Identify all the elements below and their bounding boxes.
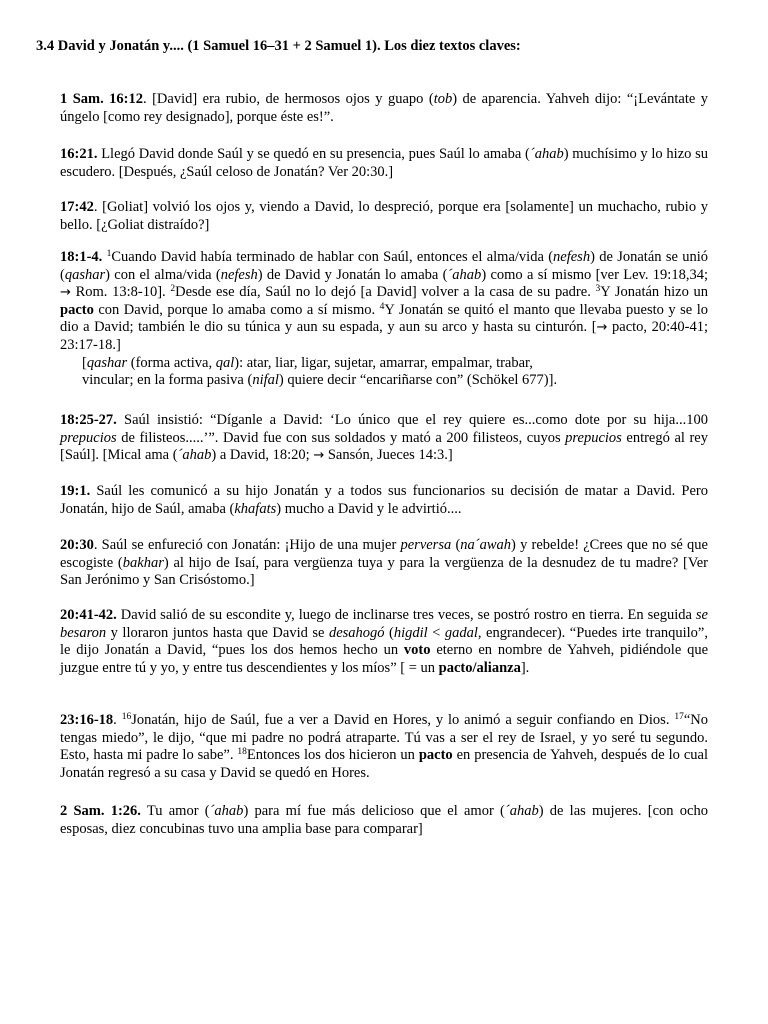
- hebrew-term: nifal: [252, 372, 279, 389]
- arrow-icon: →: [313, 448, 325, 464]
- passage-reference: 18:25-27.: [60, 412, 117, 428]
- passage-text: Saúl insistió: “Díganle a David: ‘Lo único que el rey quiere es...como dote por su hija...100: [116, 412, 708, 428]
- hebrew-term: tob: [433, 91, 453, 107]
- verse-number: 2: [170, 284, 176, 295]
- passage-text: “No tengas miedo”, le dijo, “que mi padre no podrá atraparte. Tú vas a ser el rey de Israel, y yo seré tu segundo. Esto, hasta mi padre lo sabe”.: [60, 712, 709, 764]
- arrow-icon: →: [596, 320, 608, 336]
- passage-text: . [Goliat] volvió los ojos y, viendo a David, lo despreció, porque era [solamente] un muchacho, rubio y bello. [¿Goliat distraído?]: [60, 199, 708, 233]
- passage-text: Desde ese día, Saúl no lo dejó [a David] volver a la casa de su padre.: [175, 284, 596, 301]
- passage-reference: 19:1.: [60, 483, 91, 499]
- passage-text: ) como a sí mismo [ver Lev. 19:18,34;: [481, 266, 708, 283]
- verse-number: 4: [379, 301, 385, 312]
- passage-text: ) de David y Jonatán lo amaba (: [257, 266, 448, 283]
- passage-text: . [David] era rubio, de hermosos ojos y guapo (: [143, 91, 434, 107]
- section-heading: 3.4 David y Jonatán y.... (1 Samuel 16–31 + 2 Samuel 1). Los diez textos claves:: [36, 38, 521, 54]
- passage-text: Sansón, Jueces 14:3.]: [324, 447, 453, 464]
- hebrew-term: prepucios: [60, 429, 117, 446]
- passage-text: Y Jonatán hizo un: [600, 284, 709, 301]
- passage-text: <: [427, 624, 445, 641]
- passage-text: y lloraron juntos hasta que David se: [106, 624, 329, 641]
- passage-text: (: [384, 624, 394, 641]
- passage-text: ) a David, 18:20;: [211, 447, 314, 464]
- verse-number: 16: [121, 712, 132, 722]
- passage-reference: 20:41-42.: [60, 607, 117, 623]
- passage-text: ) al hijo de Isaí, para vergüenza tuya y para la vergüenza de la desnudez de tu madre? [Ver San Jerónimo y San Crisóstomo.]: [60, 554, 708, 589]
- passage-text: ) de aparencia. Yahveh dijo: “¡Levántate y úngelo [como rey designado], porque éste es!”.: [60, 91, 708, 125]
- hebrew-term: qashar: [86, 354, 128, 371]
- passage-text: con David, porque lo amaba como a sí mismo.: [93, 301, 380, 318]
- emphasized-term: pacto: [60, 301, 94, 318]
- note-text: [: [82, 354, 87, 371]
- hebrew-term: bakhar: [122, 554, 164, 571]
- passage-text: Entonces los dos hicieron un: [246, 747, 419, 764]
- hebrew-term: higdil: [393, 624, 428, 641]
- note-text: (forma activa,: [127, 354, 216, 371]
- hebrew-term: perversa: [400, 537, 452, 553]
- passage-18-1-4: [60, 249, 708, 390]
- passage-text: ) y rebelde! ¿Crees que no sé que escogiste (: [60, 537, 708, 571]
- passage-text: ) con el alma/vida (: [105, 266, 221, 283]
- passage-reference: 20:30: [60, 537, 94, 553]
- hebrew-term: ´ahab: [529, 146, 564, 162]
- passage-text: ) muchísimo y lo hizo su escudero. [Después, ¿Saúl celoso de Jonatán? Ver 20:30.]: [60, 146, 708, 180]
- passage-text: Llegó David donde Saúl y se quedó en su presencia, pues Saúl lo amaba (: [97, 146, 530, 162]
- passage-text: ) mucho a David y le advirtió....: [276, 500, 462, 517]
- emphasized-term: pacto: [418, 747, 453, 764]
- hebrew-term: se besaron: [60, 607, 708, 641]
- hebrew-term: ´ahab: [177, 447, 212, 464]
- passage-23-16-18: [60, 712, 708, 782]
- hebrew-term: ´ahab: [504, 803, 539, 819]
- passage-text: Cuando David había terminado de hablar con Saúl, entonces el alma/vida (: [111, 249, 554, 265]
- passage-text: eterno en nombre de Yahveh, pidiéndole que juzgue entre tú y yo, y entre tus descendientes y los míos” [ = un: [60, 642, 709, 676]
- passage-reference: 23:16-18: [60, 712, 114, 728]
- passage-text: .: [113, 712, 122, 728]
- passage-19-1: [60, 483, 708, 518]
- passage-reference: 2 Sam. 1:26.: [60, 803, 141, 819]
- hebrew-term: prepucios: [565, 429, 622, 446]
- passage-18-25-27: [60, 412, 708, 465]
- passage-text: ) de Jonatán se unió (: [60, 249, 709, 283]
- arrow-icon: →: [60, 285, 71, 301]
- verse-number: 3: [595, 284, 601, 295]
- passage-text: ) de las mujeres. [con ocho esposas, diez concubinas tuvo una amplia base para comparar]: [60, 803, 708, 837]
- passage-20-30: [60, 537, 708, 590]
- verse-number: 18: [237, 747, 247, 758]
- verse-number: 1: [106, 249, 112, 259]
- note-text: ) quiere decir “encariñarse con” (Schökel 677)].: [278, 372, 558, 389]
- emphasized-term: pacto/alianza: [438, 659, 521, 676]
- passage-text: , engrandecer). “Puedes irte tranquilo”, le dijo Jonatán a David, “pues los dos hemos hecho un: [60, 624, 708, 659]
- passage-2sam-1-26: [60, 803, 708, 838]
- note-text: vincular; en la forma pasiva (: [82, 372, 253, 389]
- hebrew-term: qashar: [64, 266, 106, 283]
- passage-text: (: [451, 537, 461, 553]
- passage-17-42: [60, 199, 708, 234]
- hebrew-term: qal: [215, 354, 235, 371]
- passage-text: ) para mí fue más delicioso que el amor (: [243, 803, 505, 819]
- hebrew-term: khafats: [234, 500, 277, 517]
- passage-text: en presencia de Yahveh, después de lo cual Jonatán regresó a su casa y David se quedó en Hores.: [60, 747, 708, 781]
- emphasized-term: voto: [403, 642, 431, 659]
- passage-reference: 18:1-4.: [60, 249, 103, 265]
- passage-text: David salió de su escondite y, luego de inclinarse tres veces, se postró rostro en tierra. En seguida: [116, 607, 696, 623]
- passage-text: Y Jonatán se quitó el manto que llevaba puesto y se lo dio a David; también le dio su túnica y aun su espada, y aun su arco y hasta su cinturón. [: [60, 301, 708, 336]
- lexical-note: [60, 355, 708, 390]
- passage-text: pacto, 20:40-41; 23:17-18.]: [60, 319, 708, 353]
- verse-number: 17: [674, 712, 684, 722]
- hebrew-term: nefesh: [220, 266, 258, 283]
- passage-text: ].: [520, 659, 530, 676]
- passage-text: de filisteos.....’”. David fue con sus soldados y mató a 200 filisteos, cuyos: [116, 429, 566, 446]
- passage-text: Rom. 13:8-10].: [70, 284, 171, 301]
- passage-reference: 17:42: [60, 199, 94, 215]
- passage-text: Tu amor (: [140, 803, 210, 819]
- passage-text: Saúl les comunicó a su hijo Jonatán y a todos sus funcionarios su decisión de matar a David. Pero Jonatán, hijo de Saúl, amaba (: [60, 483, 708, 517]
- hebrew-term: nefesh: [553, 249, 591, 265]
- passage-1sam-16-12: [60, 91, 708, 126]
- passage-text: Jonatán, hijo de Saúl, fue a ver a David en Hores, y lo animó a seguir confiando en Dios.: [131, 712, 675, 728]
- hebrew-term: na´awah: [460, 537, 512, 553]
- passage-20-41-42: [60, 607, 708, 677]
- note-text: ): atar, liar, ligar, sujetar, amarrar, empalmar, trabar,: [234, 354, 533, 371]
- hebrew-term: desahogó: [328, 624, 385, 641]
- hebrew-term: gadal: [444, 624, 478, 641]
- hebrew-term: ´ahab: [209, 803, 244, 819]
- passage-text: entregó al rey [Saúl]. [Mical ama (: [60, 429, 708, 464]
- passage-reference: 16:21.: [60, 146, 98, 162]
- passage-reference: 1 Sam. 16:12: [60, 91, 144, 107]
- hebrew-term: ´ahab: [447, 266, 482, 283]
- passage-16-21: [60, 146, 708, 181]
- passage-text: . Saúl se enfureció con Jonatán: ¡Hijo de una mujer: [93, 537, 401, 553]
